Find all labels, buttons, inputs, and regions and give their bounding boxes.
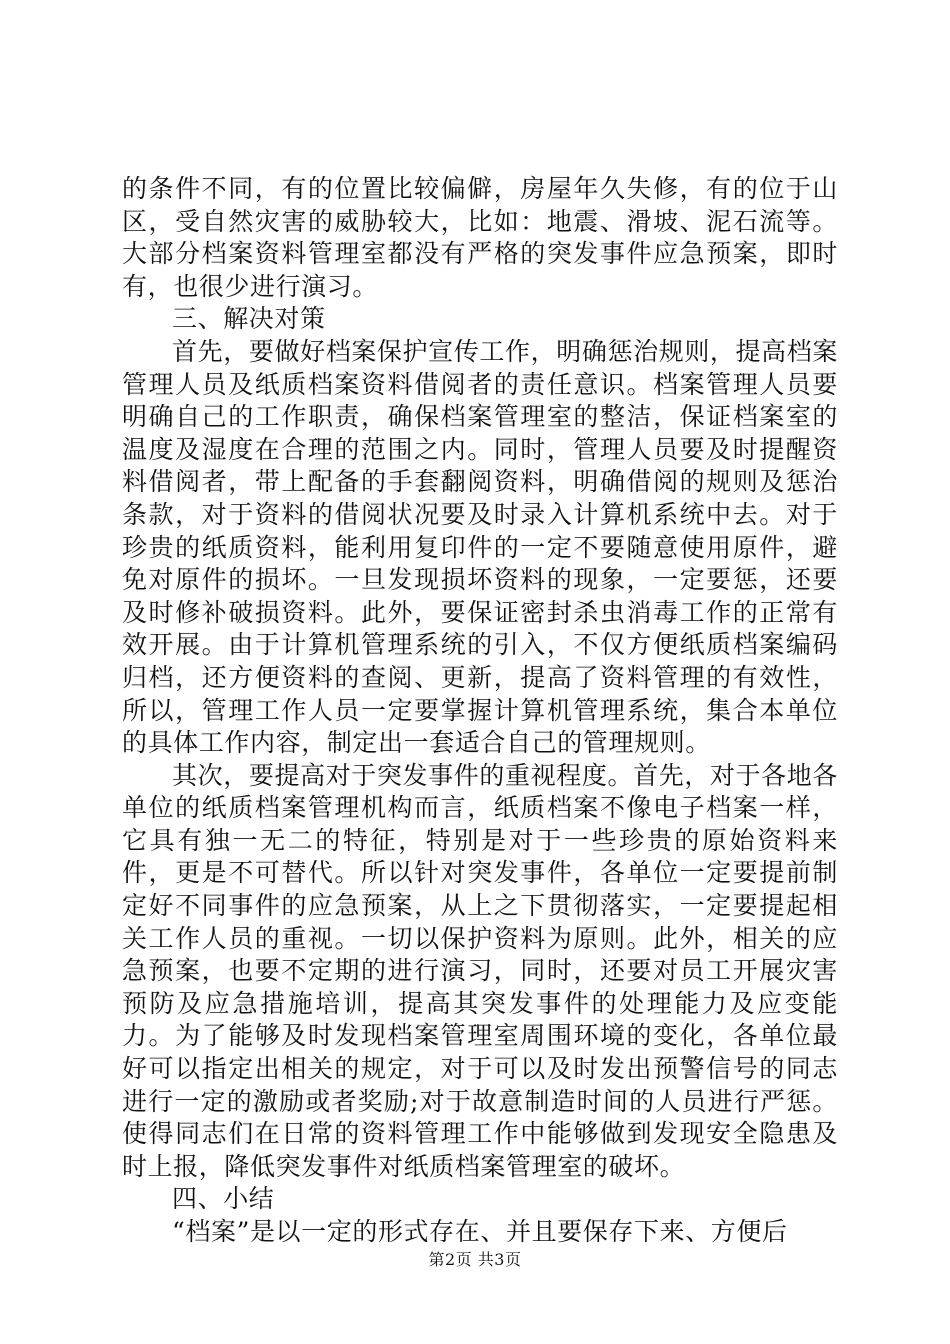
- paragraph-first-measure: 首先，要做好档案保护宣传工作，明确惩治规则，提高档案管理人员及纸质档案资料借阅者的责任意识。档案管理人员要明确自己的工作职责，确保档案管理室的整洁，保证档案室的温度及湿度在合理的范围之内。同时，管理人员要及时提醒资料借阅者，带上配备的手套翻阅资料，明确借阅的规则及惩治条款，对于资料的借阅状况要及时录入计算机系统中去。对于珍贵的纸质资料，能利用复印件的一定不要随意使用原件，避免对原件的损坏。一旦发现损坏资料的现象，一定要惩，还要及时修补破损资料。此外，要保证密封杀虫消毒工作的正常有效开展。由于计算机管理系统的引入，不仅方便纸质档案编码归档，还方便资料的查阅、更新，提高了资料管理的有效性，所以，管理工作人员一定要掌握计算机管理系统，集合本单位的具体工作内容，制定出一套适合自己的管理规则。: [122, 336, 838, 758]
- paragraph-second-measure: 其次，要提高对于突发事件的重视程度。首先，对于各地各单位的纸质档案管理机构而言，纸质档案不像电子档案一样，它具有独一无二的特征，特别是对于一些珍贵的原始资料来件，更是不可替代。所以针对突发事件，各单位一定要提前制定好不同事件的应急预案，从上之下贯彻落实，一定要提起相关工作人员的重视。一切以保护资料为原则。此外，相关的应急预案，也要不定期的进行演习，同时，还要对员工开展灾害预防及应急措施培训，提高其突发事件的处理能力及应变能力。为了能够及时发现档案管理室周围环境的变化，各单位最好可以指定出相关的规定，对于可以及时发出预警信号的同志进行一定的激励或者奖励;对于故意制造时间的人员进行严惩。使得同志们在日常的资料管理工作中能够做到发现安全隐患及时上报，降低突发事件对纸质档案管理室的破坏。: [122, 760, 838, 1181]
- document-body: [122, 173, 838, 1249]
- page-number-footer: 第2页 共3页: [428, 1250, 522, 1269]
- section-heading-solutions: 三、解决对策: [172, 304, 326, 334]
- section-heading-summary: 四、小结: [172, 1184, 275, 1214]
- paragraph-summary: “档案”是以一定的形式存在、并且要保存下来、方便后: [172, 1217, 788, 1246]
- paragraph-continued: 的条件不同，有的位置比较偏僻，房屋年久失修，有的位于山区，受自然灾害的威胁较大，比如：地震、滑坡、泥石流等。大部分档案资料管理室都没有严格的突发事件应急预案，即时有，也很少进行演习。: [122, 174, 838, 301]
